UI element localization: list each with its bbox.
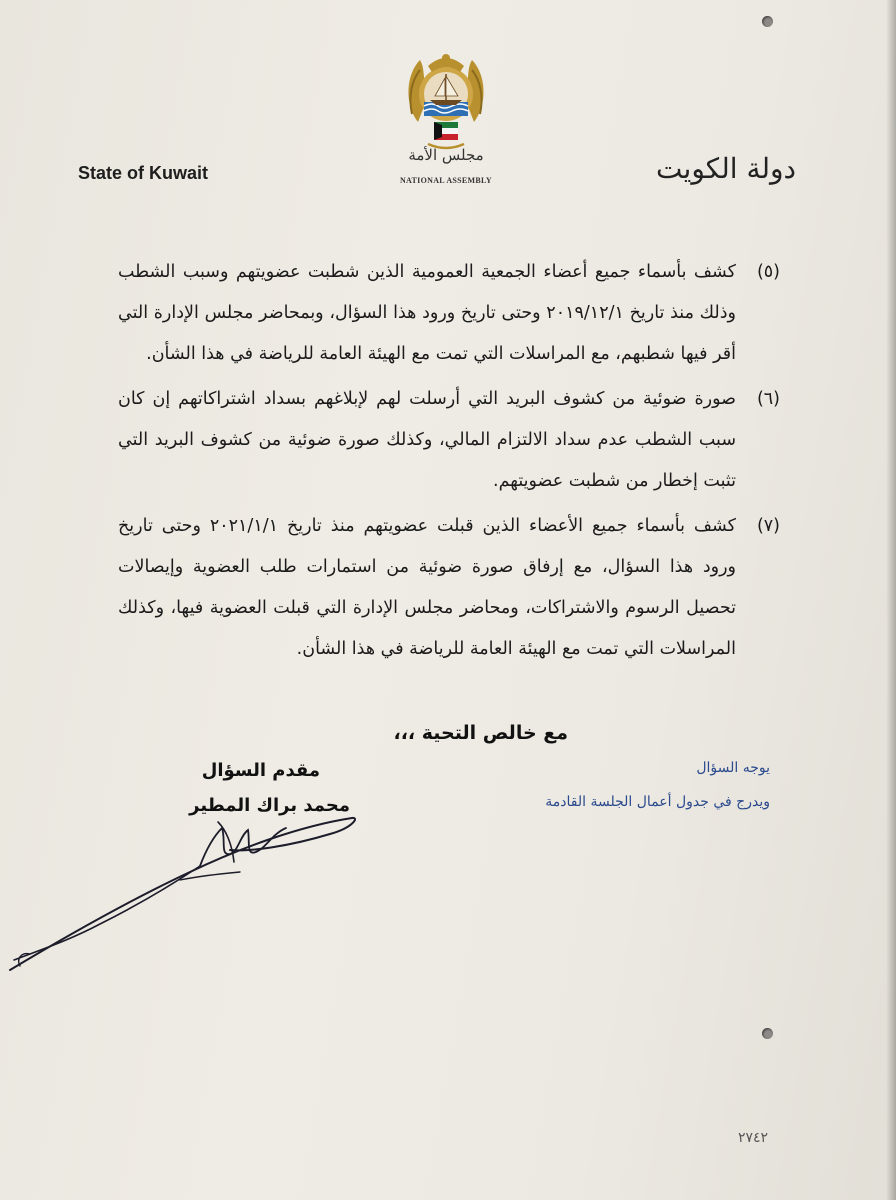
signature — [0, 800, 380, 990]
assembly-english-name: NATIONAL ASSEMBLY — [399, 176, 493, 185]
item-text: صورة ضوئية من كشوف البريد التي أرسلت لهم لإبلاغهم بسداد اشتراكاتهم إن كان سبب الشطب عدم سداد الالتزام المالي، وكذلك صورة ضوئية من كشوف البريد التي تثبت إخطار من شطبت عضويتهم. — [118, 389, 736, 491]
item-number: (٧) — [756, 516, 780, 536]
directed-note: يوجه السؤال — [696, 760, 770, 776]
item-text: كشف بأسماء جميع أعضاء الجمعية العمومية الذين شطبت عضويتهم وسبب الشطب وذلك منذ تاريخ ٢٠١٩/١٢/١ وحتى تاريخ ورود هذا السؤال، وبمحاضر مجلس الإدارة التي أقر فيها شطبهم، مع المراسلات التي تمت مع الهيئة العامة للرياضة في هذا الشأن. — [118, 262, 736, 364]
punch-hole — [762, 1028, 773, 1039]
question-body — [118, 252, 780, 674]
assembly-arabic-name: مجلس الأمة — [408, 146, 484, 164]
presenter-name: محمد براك المطير — [189, 795, 350, 816]
page-edge-shadow — [886, 0, 896, 1200]
state-name-english: State of Kuwait — [78, 163, 209, 183]
page-number: ٢٧٤٢ — [737, 1130, 769, 1146]
item-text: كشف بأسماء جميع الأعضاء الذين قبلت عضويتهم منذ تاريخ ٢٠٢١/١/١ وحتى تاريخ ورود هذا السؤال، مع إرفاق صورة ضوئية من استمارات طلب العضوية وإيصالات تحصيل الرسوم والاشتراكات، ومحاضر مجلس الإدارة التي قبلت العضوية فيها، وكذلك المراسلات التي تمت مع الهيئة العامة للرياضة في هذا الشأن. — [118, 516, 736, 659]
question-item — [118, 252, 780, 375]
item-number: (٥) — [756, 262, 780, 282]
kuwait-emblem-icon — [398, 44, 494, 156]
presenter-label: مقدم السؤال — [201, 760, 320, 781]
punch-hole — [762, 16, 773, 27]
closing-greeting: مع خالص التحية ،،، — [393, 722, 568, 744]
agenda-note: ويدرج في جدول أعمال الجلسة القادمة — [545, 794, 770, 810]
state-name-arabic: دولة الكويت — [656, 152, 796, 185]
item-number: (٦) — [756, 389, 780, 409]
question-item — [118, 379, 780, 502]
question-item — [118, 506, 780, 670]
